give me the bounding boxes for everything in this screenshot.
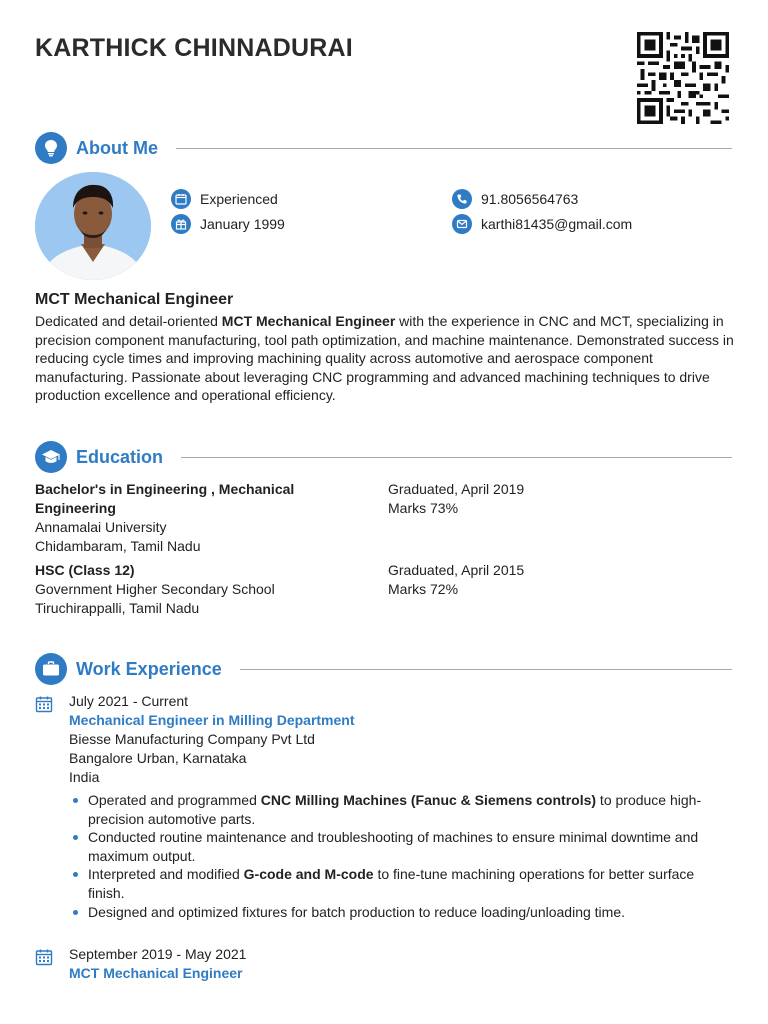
marks: Marks 72%: [388, 581, 459, 597]
email-text[interactable]: karthi81435@gmail.com: [481, 216, 633, 232]
about-title: About Me: [76, 137, 158, 158]
bullet-bold: CNC Milling Machines (Fanuc & Siemens controls): [260, 792, 597, 808]
marks: Marks 73%: [388, 500, 459, 516]
section-divider: [181, 457, 732, 458]
job-title: MCT Mechanical Engineer: [69, 965, 243, 981]
phone-item: [452, 189, 578, 209]
job-dates: July 2021 - Current: [69, 693, 189, 709]
education-title: Education: [76, 446, 164, 467]
phone-icon: [452, 189, 472, 209]
job-country: India: [69, 769, 100, 785]
bullet-text: Operated and programmed: [88, 792, 261, 808]
dob-text: January 1999: [200, 216, 285, 232]
school-name: Annamalai University: [35, 519, 167, 535]
job-details: [69, 945, 735, 983]
graduation-date: Graduated, April 2015: [388, 562, 525, 578]
bullet-bold: G-code and M-code: [243, 866, 374, 883]
graduation-cap-icon: [35, 441, 67, 473]
job-title: Mechanical Engineer in Milling Department: [69, 712, 355, 728]
section-divider: [240, 669, 732, 670]
qr-code-icon: [633, 32, 733, 124]
bullet-text: to produce high-precision automotive parts.: [88, 792, 702, 827]
list-item: [88, 903, 735, 922]
candidate-name: KARTHICK CHINNADURAI: [35, 34, 353, 62]
bullet-text: Interpreted and modified: [88, 866, 244, 883]
company-name: Biesse Manufacturing Company Pvt Ltd: [69, 731, 315, 747]
email-item: [452, 214, 632, 234]
education-entry-1: [35, 480, 355, 556]
status-text: Experienced: [200, 191, 278, 207]
briefcase-icon: [35, 653, 67, 685]
list-item: [88, 865, 735, 902]
graduation-date: Graduated, April 2019: [388, 481, 525, 497]
dob-item: [171, 214, 285, 234]
responsibility-list: [35, 791, 735, 921]
section-divider: [176, 148, 732, 149]
education-details-2: [388, 561, 688, 599]
bullet-text: Designed and optimized fixtures for batch production to reduce loading/unloading time.: [88, 903, 625, 920]
job-details: [69, 692, 735, 787]
education-entry-2: [35, 561, 355, 618]
bullet-text: Conducted routine maintenance and troubleshooting of machines to ensure minimal downtime and maximum output.: [88, 829, 699, 864]
job-entry-2: [35, 945, 735, 983]
summary-text-1: Dedicated and detail-oriented: [35, 313, 222, 329]
job-dates: September 2019 - May 2021: [69, 946, 247, 962]
avatar: [35, 172, 151, 280]
summary-text-2: with the experience in CNC and MCT, specializing in precision component manufacturing, tool path optimization, and machine maintenance. Demonstrated success in reducing cycle times and improving machining quality across automotive and aerospace component manufacturing. Passionate about leveraging CNC programming and advanced machining techniques to drive production excellence and operational efficiency.: [35, 313, 734, 404]
gift-icon: [171, 214, 191, 234]
job-location: Bangalore Urban, Karnataka: [69, 750, 247, 766]
about-section-header: [35, 132, 732, 164]
email-icon: [452, 214, 472, 234]
education-section-header: [35, 441, 732, 473]
job-entry-1: [35, 692, 735, 921]
calendar-icon: [35, 948, 53, 966]
school-location: Chidambaram, Tamil Nadu: [35, 538, 201, 554]
degree-name: Bachelor's in Engineering , Mechanical Engineering: [35, 481, 295, 516]
school-location: Tiruchirappalli, Tamil Nadu: [35, 600, 200, 616]
summary-bold: MCT Mechanical Engineer: [221, 313, 396, 329]
calendar-icon: [35, 695, 53, 713]
work-section-header: [35, 653, 732, 685]
education-details-1: [388, 480, 688, 518]
work-title: Work Experience: [76, 658, 222, 679]
list-item: [88, 791, 735, 828]
school-name: Government Higher Secondary School: [35, 581, 275, 597]
bullet-text: to fine-tune machining operations for better surface finish.: [88, 866, 695, 901]
lightbulb-icon: [35, 132, 67, 164]
degree-name: HSC (Class 12): [35, 562, 135, 578]
phone-text[interactable]: 91.8056564763: [481, 191, 579, 207]
summary-paragraph: [35, 312, 735, 405]
status-item: [171, 189, 278, 209]
list-item: [88, 828, 735, 865]
calendar-icon: [171, 189, 191, 209]
role-heading: MCT Mechanical Engineer: [35, 291, 234, 308]
